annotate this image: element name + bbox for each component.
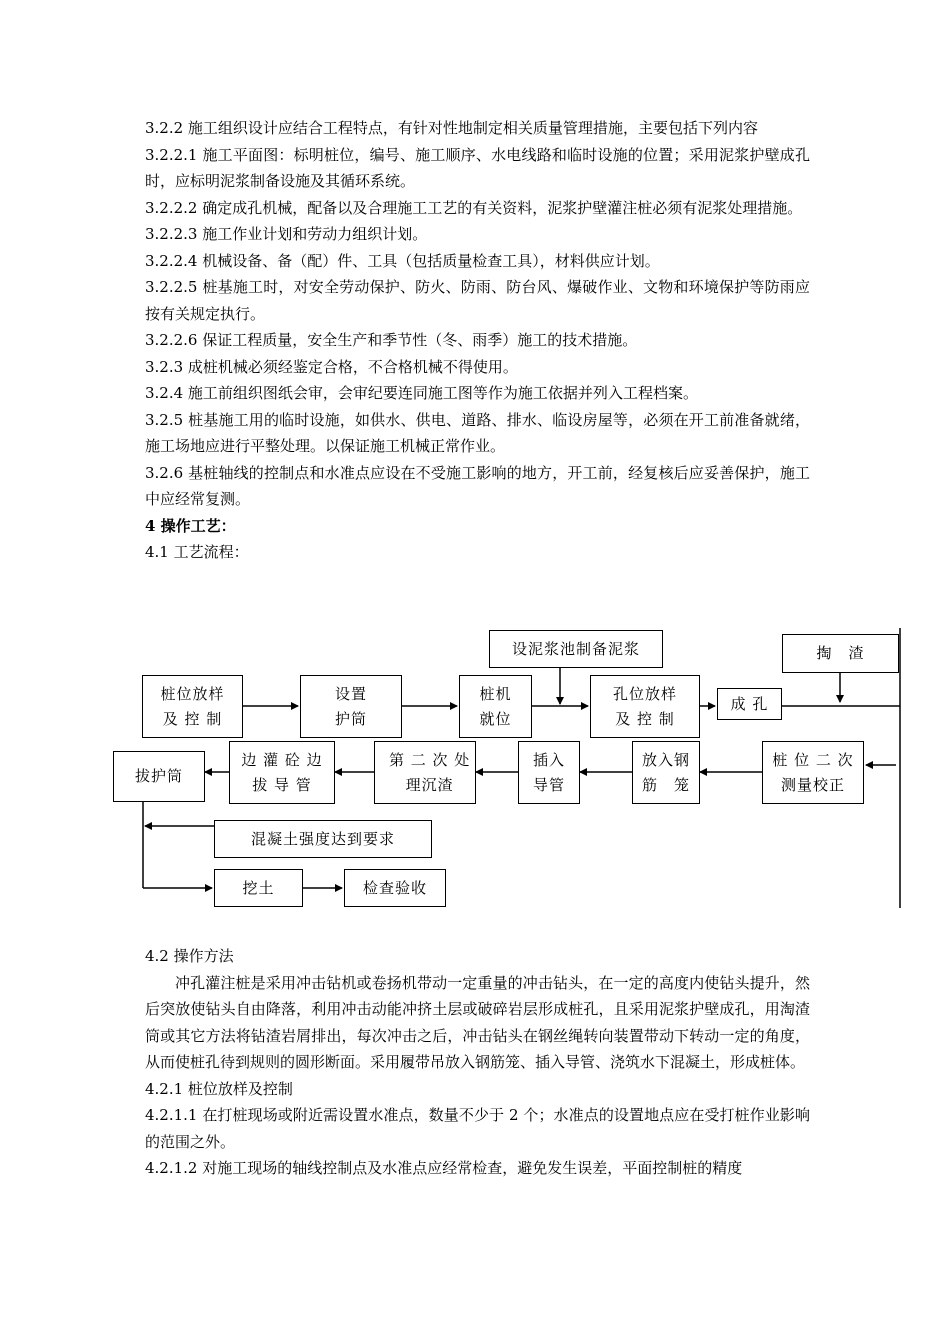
box-pile-position (142, 675, 243, 738)
box-slag (782, 634, 899, 673)
box-slag-label: 掏 渣 (816, 644, 865, 662)
box-inspection (344, 869, 446, 907)
section-3-2 (145, 115, 810, 566)
section-4-1-title: 4.1 工艺流程： (145, 543, 249, 561)
box-pull-casing-label: 拔护筒 (134, 767, 183, 785)
box-concrete-strength-label: 混凝土强度达到要求 (250, 829, 395, 848)
box-mud-pool (489, 630, 663, 668)
box-second-cleaning (374, 741, 476, 804)
paragraph-3-2-2-6: 3.2.2.6 保证工程质量，安全生产和季节性（冬、雨季）施工的技术措施。 (145, 331, 638, 349)
box-second-cleaning-label: 第 二 次 处 理沉渣 (389, 750, 471, 794)
box-inspection-label: 检查验收 (362, 878, 427, 897)
box-casing (300, 675, 402, 738)
box-pull-casing (113, 751, 205, 802)
box-pour-pull-pipe (229, 741, 335, 804)
paragraph-4-2-1-2: 4.2.1.2 对施工现场的轴线控制点及水准点应经常检查，避免发生误差，平面控制桩的精度 (145, 1159, 743, 1177)
paragraph-3-2-2-3: 3.2.2.3 施工作业计划和劳动力组织计划。 (145, 225, 428, 243)
box-excavate-label: 挖土 (242, 878, 275, 897)
box-hole-forming (717, 688, 782, 720)
box-pile-position-label: 桩位放样 及 控 制 (160, 684, 225, 728)
paragraph-3-2-4: 3.2.4 施工前组织图纸会审，会审纪要连同施工图等作为施工依据并列入工程档案。 (145, 384, 698, 402)
paragraph-3-2-2-5: 3.2.2.5 桩基施工时，对安全劳动保护、防火、防雨、防台风、爆破作业、文物和环境保护等防雨应按有关规定执行。 (145, 278, 810, 323)
box-casing-label: 设置 护筒 (334, 684, 367, 728)
box-remeasure (762, 741, 864, 804)
paragraph-3-2-3: 3.2.3 成桩机械必须经鉴定合格，不合格机械不得使用。 (145, 357, 518, 376)
paragraph-4-2-1-1: 4.2.1.1 在打桩现场或附近需设置水准点，数量不少于 2 个；水准点的设置地点应在受打桩作业影响的范围之外。 (145, 1106, 810, 1151)
section-4-2 (145, 943, 810, 1182)
box-rig-in-place-label: 桩机 就位 (479, 684, 512, 728)
paragraph-3-2-2-1: 3.2.2.1 施工平面图：标明桩位，编号、施工顺序、水电线路和临时设施的位置；采用泥浆护壁成孔时，应标明泥浆制备设施及其循环系统。 (145, 145, 810, 190)
box-hole-position (590, 675, 700, 738)
box-insert-pipe-label: 插入 导管 (532, 750, 565, 794)
paragraph-3-2-6: 3.2.6 基桩轴线的控制点和水准点应设在不受施工影响的地方，开工前，经复核后应妥善保护，施工中应经常复测。 (145, 463, 810, 508)
paragraph-3-2-2: 3.2.2 施工组织设计应结合工程特点，有针对性地制定相关质量管理措施，主要包括下列内容 (145, 119, 758, 137)
section-4-2-1-title: 4.2.1 桩位放样及控制 (145, 1079, 293, 1098)
box-steel-cage (632, 741, 700, 804)
box-excavate (214, 869, 303, 907)
box-remeasure-label: 桩 位 二 次 测量校正 (772, 750, 854, 794)
section-4-title: 4 操作工艺： (145, 516, 236, 535)
box-concrete-strength (214, 820, 432, 858)
box-hole-position-label: 孔位放样 及 控 制 (612, 684, 677, 728)
paragraph-3-2-2-4: 3.2.2.4 机械设备、备（配）件、工具（包括质量检查工具），材料供应计划。 (145, 251, 660, 270)
paragraph-3-2-2-2: 3.2.2.2 确定成孔机械，配备以及合理施工工艺的有关资料，泥浆护壁灌注桩必须有泥浆处理措施。 (145, 198, 803, 217)
section-4-2-body: 冲孔灌注桩是采用冲击钻机或卷扬机带动一定重量的冲击钻头，在一定的高度内使钻头提升，然后突放使钻头自由降落，利用冲击动能冲挤土层或破碎岩层形成桩孔，且采用泥浆护壁成孔，用淘渣筒或其它方法将钻渣岩屑排出，每次冲击之后，冲击钻头在钢丝绳转向装置带动下转动一定的角度，从而使桩孔待到规则的圆形断面。采用履带吊放入钢筋笼、插入导管、浇筑水下混凝土，形成桩体。 (145, 973, 810, 1071)
section-4-2-title: 4.2 操作方法 (145, 947, 234, 965)
box-hole-forming-label: 成 孔 (730, 694, 769, 713)
box-rig-in-place (459, 675, 532, 738)
paragraph-3-2-5: 3.2.5 桩基施工用的临时设施，如供水、供电、道路、排水、临设房屋等，必须在开工前准备就绪，施工场地应进行平整处理。以保证施工机械正常作业。 (145, 410, 810, 455)
box-steel-cage-label: 放入钢 筋 笼 (641, 750, 690, 794)
box-insert-pipe (518, 741, 580, 804)
box-pour-pull-pipe-label: 边 灌 砼 边 拔 导 管 (241, 750, 323, 794)
box-mud-pool-label: 设泥浆池制备泥浆 (511, 639, 640, 658)
